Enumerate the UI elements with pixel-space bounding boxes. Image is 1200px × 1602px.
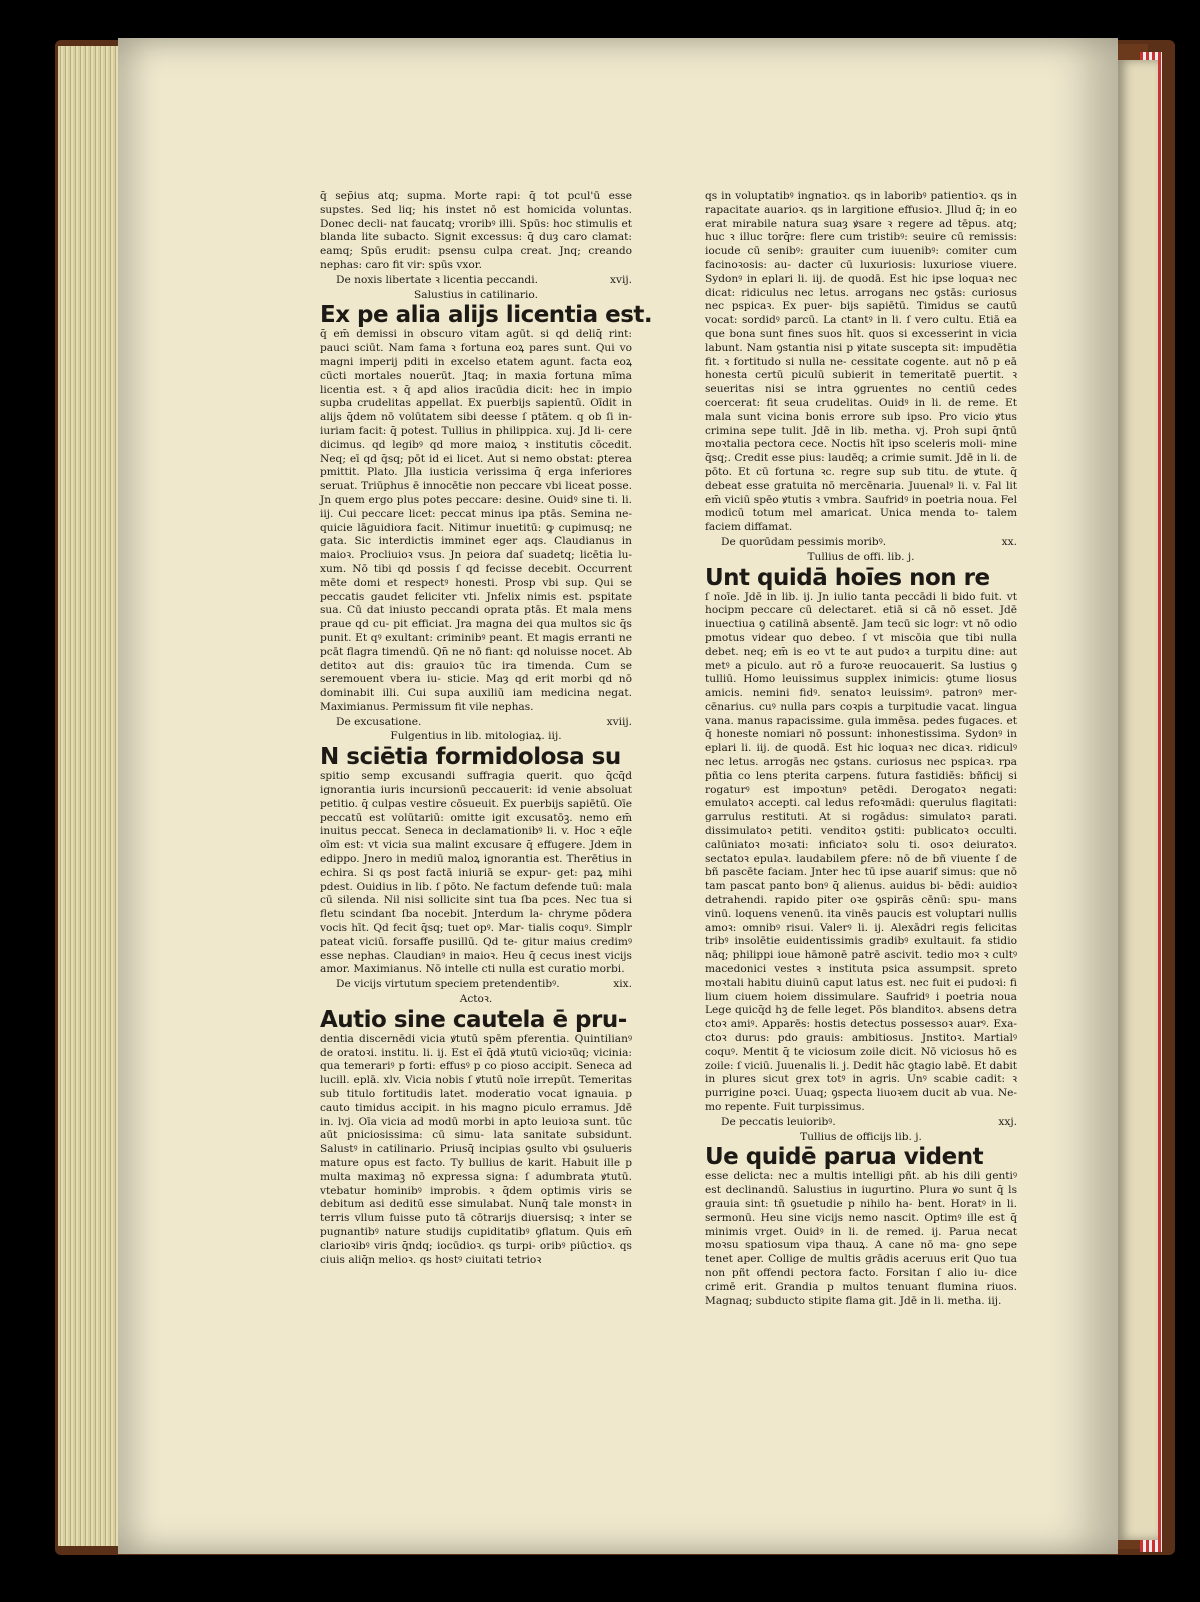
- section-number: xix.: [613, 978, 632, 991]
- section-heading: [320, 716, 632, 730]
- section-title: De vicijs virtutum speciem pretendentibꝰ.: [336, 978, 560, 991]
- text-paragraph: ſ noīe. Jdē in lib. ij. Jn iulio tanta peccādi li bido fuit. vt hocipm peccare cū delectaret. etiā si cā nō esset. Jdē inuectiua ꝯ catilinā absentē. Jam tecū sic logr: vt nō odio pmotus videar quo debeo. ſ vt miscōia que tibi nulla debet. neq; em̄ is eo vt te aut pudoꝛ a turpitu dine: aut metꝰ a piculo. aut rō a furoꝛe reuocauerit. Sa lustius ꝯ tulliū. Homo leuissimus supplex inimicis: ꝯtume liosus amicis. nemini fidꝰ. senatoꝛ leuissimꝰ. patronꝰ mer- cēnarius. cuꝰ nulla pars coꝛpis a turpitudie vacat. lingua vana. manus rapacissime. gula immēsa. pedes fugaces. et q̄ honeste nomiari nō possunt: inhonestissima. Sydonꝰ in eplari li. iij. de quodā. Est hic loquaꝛ nec dicaꝛ. ridiculꝰ nec letus. arrogās nec ꝯstans. curiosus nec pspicaꝛ. rpa pñtia co lens pterita carpens. futura fastidiēs: bñficij si rogaturꝰ est impoꝛtunꝰ petēdi. Derogatoꝛ negati: emulatoꝛ accepti. cal ledus refoꝛmādi: querulus flagitati: garrulus restituti. At si rogādus: simulatoꝛ parati. dissimulatoꝛ petiti. venditoꝛ ꝯstiti: publicatoꝛ occulti. calūniatoꝛ moꝛati: inficiatoꝛ solu ti. osoꝛ deiuratoꝛ. sectatoꝛ epulaꝛ. laudabilem ꝑfere: nō de bñ viuente ſ de bñ pascēte faciam. Jnter hec tū ipse auarif simus: que nō tam pascat panto bonꝰ q̄ alienus. auidus bi- bēdi: auidioꝛ detrahendi. rapido piter oꝛe ꝯspirās cēnū: spu- mans vinū. loquens venenū. ita vinēs paucis est voluptari nullis amoꝛ: omnibꝰ risui. Valerꝰ li. ij. Alexādri regis felicitas tribꝰ insolētie euidentissimis gradibꝰ exultauit. fa stidio nāq; philippi ioue hāmonē patrē ascivit. tedio moꝛ ꝛ cultꝰ macedonici vestes ꝛ instituta psica assumpsit. spreto moꝛtali habitu diuinū caput latus est. nec fuit ei pudoꝛi: fi lium ciuem hoiem dissimulare. Saufridꝰ i poetria noua Lege quicq̄d hꝫ de felle leget. Pōs blanditoꝛ. absens detra ctoꝛ amiꝰ. Apparēs: hostis detectus possessoꝛ auarꝰ. Exa- ctoꝛ durus: pdo grauis: ambitiosus. Jnstitoꝛ. Martialꝰ coquꝰ. Mentit q̄ te viciosum zoile dicit. Nō viciosus hō es zoile: ſ viciū. Juuenalis li. j. Dedit hāc ꝯtagio labē. Et dabit in plures sicut grex totꝰ in agris. Unꝰ scabie cadit: ꝛ purrigine poꝛci. Uuaq; ꝯspecta liuoꝛem ducit ab vua. Ne- mo repente. Fuit turpissimus.: [705, 590, 1017, 1113]
- section-number: xx.: [1001, 535, 1017, 548]
- text-paragraph: q̄ sep̄ius atq; supma. Morte rapi: q̄ tot pcul'ū esse supstes. Sed liq; his instet nō est homicida voluntas. Donec decli- nat faucatq; vroribꝰ illi. Spūs: hoc stimulis et blanda lite subacto. Signit excessus: q̄ duȝ caro clamat: eamq; Spūs erudit: psensu culpa creat. Jnq; creando nephas: caro fit vir: spūs vxor.: [320, 190, 632, 271]
- section-title: De excusatione.: [336, 715, 422, 728]
- section-number: xxj.: [998, 1115, 1017, 1128]
- section-number: xviij.: [606, 715, 632, 728]
- section-heading: [320, 274, 632, 288]
- incipit-heading: Unt quidā hoīes non re: [705, 564, 990, 591]
- section-title: De quorūdam pessimis moribꝰ.: [721, 535, 887, 548]
- source-citation: Tullius de officijs lib. j.: [800, 1130, 922, 1143]
- source-citation: Actoꝛ.: [459, 993, 493, 1006]
- incipit-heading: N sciētia formidolosa su: [320, 744, 621, 771]
- source-citation: Salustius in catilinario.: [414, 288, 538, 301]
- section-title: De peccatis leuioribꝰ.: [721, 1115, 836, 1128]
- source-citation: Fulgentius in lib. mitologiaꝝ. iij.: [390, 730, 562, 743]
- section-heading: [320, 978, 632, 992]
- text-paragraph: spitio semp excusandi suffragia querit. quo q̄cq̄d ignorantia iuris incursionū peccauerit: id venie absoluat petitio. q̄ culpas vestire cōsueuit. Ex puerbijs sapiētū. Oīe peccatū est volūtariū: omitte igit excusatōꝫ. nemo em̄ inuitus peccat. Seneca in declamationibꝰ li. v. Hoc ꝛ eq̄le oīm est: vt vicia sua malint excusare q̄ effugere. Jdem in edippo. Jnero in mediū maloꝝ ignorantia est. Therētius in echira. Si qs post factā iniuriā se expur- get: paꝝ mihi pdest. Ouidius in lib. ſ pōto. Ne factum defende tuū: mala cū silenda. Nil nisi sollicite sint tua ſba pces. Nec tua si fletu scindant ſba nocebit. Jnterdum la- chryme pōdera vocis hīt. Qd fecit q̄sq; tuet opꝰ. Mar- tialis coquꝰ. Simplr pateat viciū. forsaffe pusillū. Qd te- gitur maius credimꝰ esse nephas. Claudianꝰ in maioꝛ. Heu q̄ cecus inest vicijs amor. Maximianus. Nō intelle cti nulla est curatio morbi.: [320, 770, 632, 976]
- incipit-heading: Ue quidē parua vident: [705, 1144, 984, 1171]
- section-heading: [705, 1116, 1017, 1130]
- incipit-heading: Ex pe alia alijs licentia est.: [320, 302, 653, 329]
- incipit-heading: Autio sine cautela ē pru-: [320, 1006, 627, 1033]
- section-number: xvij.: [610, 273, 632, 286]
- text-paragraph: qs in voluptatibꝰ ingnatioꝛ. qs in laboribꝰ patientioꝛ. qs in rapacitate auarioꝛ. qs in largitione effusioꝛ. Jllud q̄; in eo erat mirabile natura suaȝ ꝟsare ꝛ regere ad tēpus. atq; huc ꝛ illuc torq̄re: flere cum tristibꝰ: seuire cū remissis: iocude cū senibꝰ: grauiter cum iuuenibꝰ: comiter cum facinoꝛosis: au- dacter cū luxuriosis: luxuriose viuere. Sydonꝰ in eplari li. iij. de quodā. Est hic ipse loquaꝛ nec dicat: ridiculus nec letus. arrogans nec ꝯstās: curiosus nec pspicaꝛ. Ex puer- bijs sapiētū. Timidus se cautū vocat: sordidꝰ parcū. La ctantꝰ in li. ſ vero cultu. Etiā ea que bona sunt fines suos hīt. quos si excesserint in vicia labunt. Nam ꝯstantia nisi p ꝟitate suscepta sit: impudētia fit. ꝛ fortitudo si nulla ne- cessitate cogente. aut nō p eā honesta certū piculū subierit in temeritatē puertit. ꝛ seueritas nisi se intra ꝯgruentes no centiū cedes coercerat: fit seua crudelitas. Ouidꝰ in li. de reme. Et mala sunt vicina bonis errore sub ipso. Pro vicio ꝟtus crimina sepe tulit. Jdē in lib. metha. vj. Proh supi q̄ntū moꝛtalia pectora cece. Noctis hīt ipso sceleris moli- mine q̄sq;. Credit esse pius: laudēq; a crimie sumit. Jdē in li. de pōto. Et cū fortuna ꝛc. regre sup sub titu. de ꝟtute. q̄ debeat esse gratuita nō mercēnaria. Juuenalꝰ li. v. Fal lit em̄ viciū spēo ꝟtutis ꝛ vmbra. Saufridꝰ in poetria noua. Fel modicū totum mel amaricat. Unica menda to- talem faciem diffamat.: [705, 190, 1017, 534]
- source-citation: Tullius de offi. lib. j.: [807, 550, 915, 563]
- text-column-left: [320, 190, 653, 1267]
- section-title: De noxis libertate ꝛ licentia peccandi.: [336, 273, 538, 286]
- text-paragraph: esse delicta: nec a multis intelligi pñt. ab his dili gentiꝰ est declinandū. Salustius in iugurtino. Plura ꝟo sunt q̄ ls grauia sint: tñ ꝯsuetudie p nihilo ha- bent. Horatꝰ in li. sermonū. Heu sine vicijs nemo nascit. Optimꝰ ille est q̄ minimis vrget. Ouidꝰ in li. de remed. ij. Parua necat moꝛsu spatiosum vipa thauꝝ. A cane nō ma- gno sepe tenet aper. Collige de multis grādis aceruus erit Quo tua non pñt offendi pectora facto. Forsitan ſ alio iu- dice crimē erit. Grandia p multos tenuant flumina riuos. Magnaq; subducto stipite flama git. Jdē in li. metha. iij.: [705, 1170, 1017, 1307]
- facing-page-edge: [1118, 60, 1158, 1540]
- text-column-right: [705, 190, 1017, 1308]
- text-paragraph: dentia discernēdi vicia ꝟtutū spēm pferentia. Quintilianꝰ de oratoꝛi. institu. li. ij. Est eī q̄dā ꝟtutū vicioꝛūq; vicinia: qua temerariꝰ p forti: effusꝰ p co pioso accipit. Seneca ad lucill. eplā. xlv. Vicia nobis ſ ꝟtutū noīe irrepūt. Temeritas sub titulo fortitudis latet. moderatio vocat ignauia. p cauto timidus accipit. in his magno piculo erramus. Jdē in. lvj. Oīa vicia ad modū morbi in apto leuioꝛa sunt. tūc aūt pniciosissima: cū simu- lata sanitate subsidunt. Salustꝰ in catilinario. Priusq̄ incipias ꝯsulto vbi ꝯsulueris mature opus est facto. Ty bullius de karit. Habuit ille p multa maximaꝫ nō expressa signa: ſ adumbrata ꝟtutū. vtebatur hominibꝰ improbis. ꝛ q̄dem optimis viris se debitum asi deditū esse simulabat. Nunq̄ tale monstꝛ in terris vllum fuisse puto tā cōtrarijs diuersisq; ꝛ inter se pugnantibꝰ nature studijs cupiditatibꝰ ꝯflatum. Quis em̄ clarioꝛibꝰ viris q̄ndq; iocūdioꝛ. qs turpi- oribꝰ piūctioꝛ. qs ciuis aliq̄n melioꝛ. qs hostꝰ ciuitati tetrioꝛ: [320, 1032, 632, 1266]
- section-heading: [705, 536, 1017, 550]
- text-paragraph: q̄ em̄ demissi in obscuro vitam agūt. si qd deliq̄ rint: pauci sciūt. Nam fama ꝛ fortuna eoꝝ pares sunt. Qui vo magni imperij pditi in excelso etatem agunt. facta eoꝝ cūcti mortales nouerūt. Jtaq; in maxia fortuna mīma licentia est. ꝛ q̄ apd alios iracūdia dicit: hec in impio supba crudelitas appellat. Ex puerbijs sapientū. Oīdit in alijs q̄dem nō volūtatem sibi deesse ſ ptātem. q ob ſi in- iuriam facit: q̄ potest. Tullius in philippica. xuj. Jd li- cere dicimus. qd legibꝰ qd more maioꝝ ꝛ institutis cōcedit. Neq; eī qd q̄sq; pōt id ei licet. Aut si nemo obstat: ꝑterea pmittit. Plato. Jlla iusticia verissima q̄ erga inferiores seruat. Triūphus ē innocētie non peccare vbi liceat posse. Jn quem ergo plus potes peccare: desine. Ouidꝰ sine ti. li. iij. Cui peccare licet: peccat minus ipa ptās. Semina ne- quicie lāguidiora facit. Nitimur inuetitū: ꝙ cupimusq; ne gata. Sic interdictis imminet eger aqs. Claudianus in maioꝛ. Procliuioꝛ vsus. Jn peiora daſ suadetq; licētia lu- xum. Nō tibi qd possis ſ qd fecisse decebit. Occurrent mēte domi et respectꝰ honesti. Prosp vbi sup. Qui se peccatis gaudet feliciter vti. Jnfelix nimis est. pspitate sua. Cū dat iniusto peccandi oprata ptās. Et mala mens praue qd cu- pit efficiat. Jra magna dei qua multos sic q̄s punit. Et qꝰ exultant: criminibꝰ peant. Et magis erranti ne pcāt flagra timendū. Qn̄ ne nō fiant: qd noluisse nocet. Ab detitoꝛ aut dis: grauioꝛ tūc ira timenda. Cum se seremouent vbera iu- sticie. Maȝ qd erit morbi qd nō dominabit illi. Cui supa auxiliū iam medicina negat. Maximianus. Permissum fit vile nephas.: [320, 328, 632, 713]
